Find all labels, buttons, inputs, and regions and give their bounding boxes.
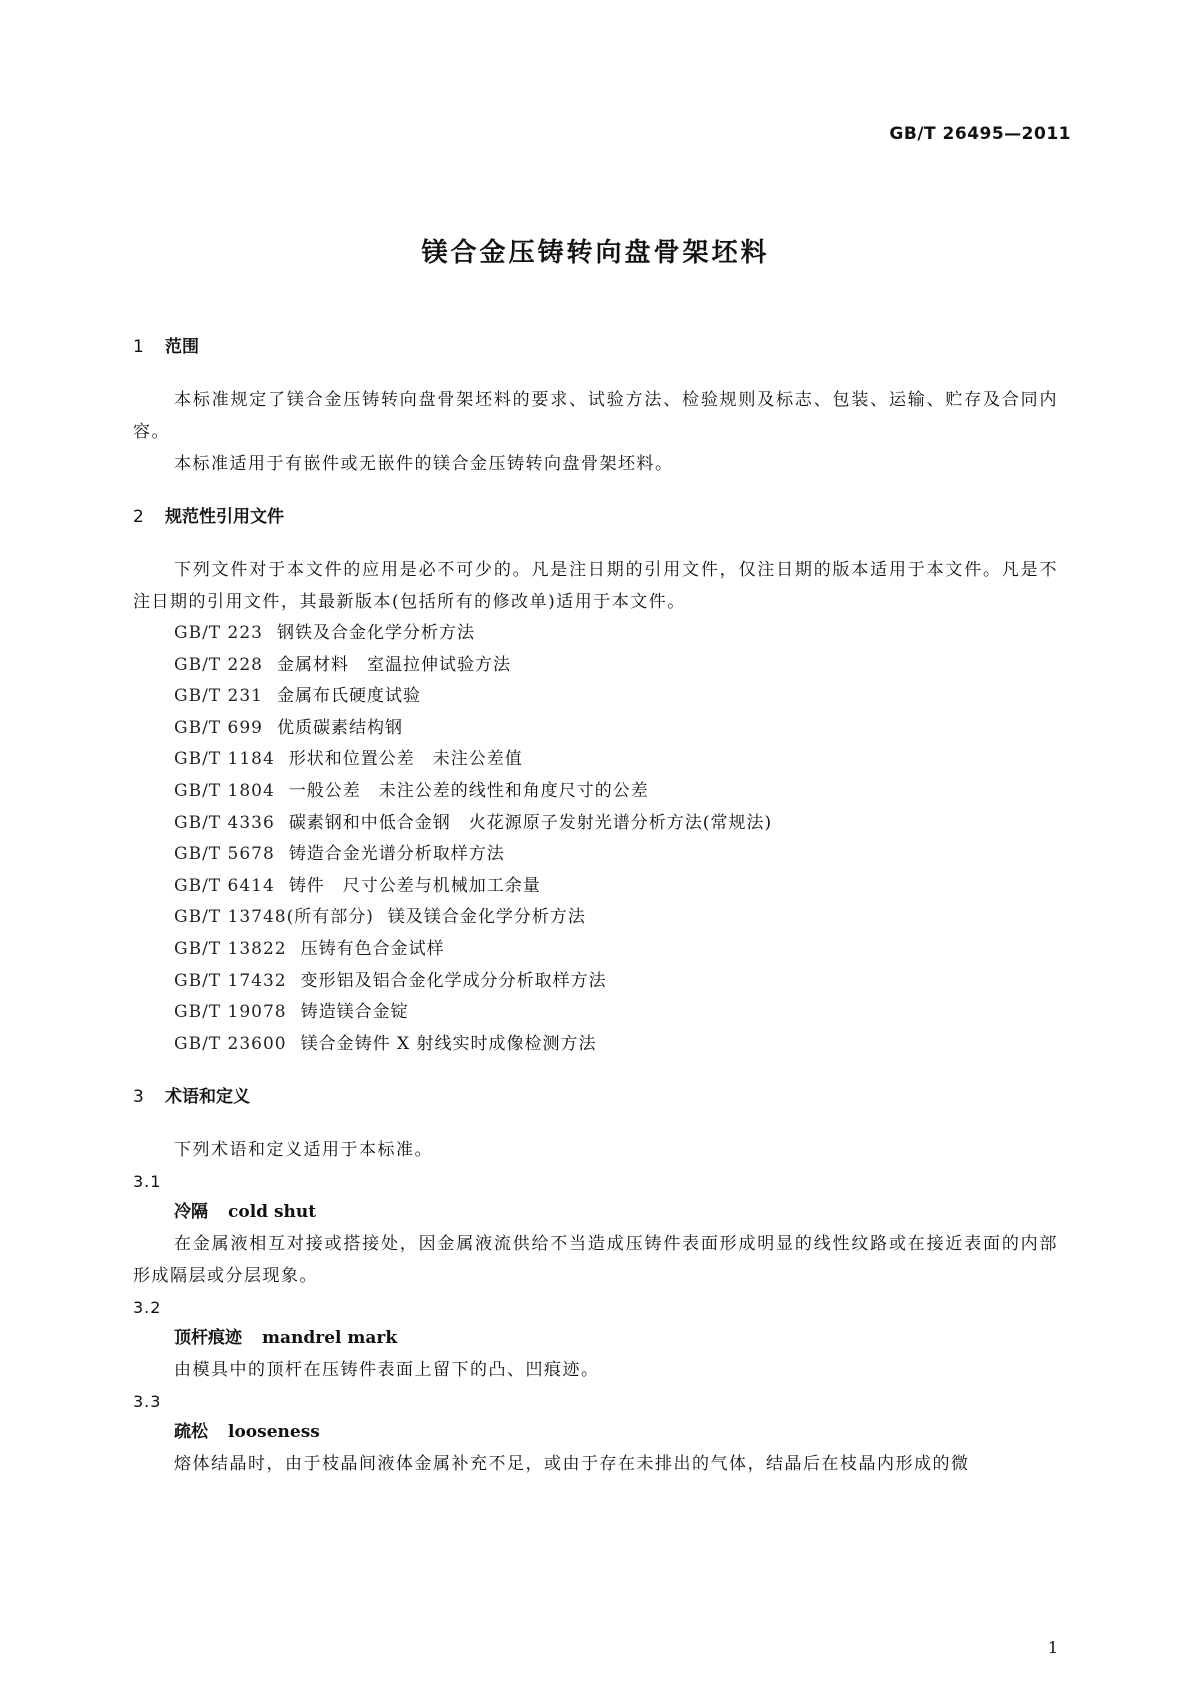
reference-item [133,744,1058,776]
reference-code: GB/T 13822 [174,938,287,959]
term-zh: 冷隔 [174,1202,208,1223]
reference-title: 变形铝及铝合金化学成分分析取样方法 [300,970,607,991]
term-number: 3.3 [133,1392,162,1412]
term-definition: 在金属液相互对接或搭接处，因金属液流供给不当造成压铸件表面形成明显的线性纹路或在接近表面的内部形成隔层或分层现象。 [133,1234,1058,1287]
reference-code: GB/T 5678 [174,844,275,865]
reference-item [133,966,1058,998]
reference-title: 镁合金铸件 X 射线实时成像检测方法 [300,1033,597,1054]
section-number: 3 [133,1087,144,1108]
paragraph: 下列文件对于本文件的应用是必不可少的。凡是注日期的引用文件，仅注日期的版本适用于本文件。凡是不注日期的引用文件，其最新版本(包括所有的修改单)适用于本文件。 [133,560,1058,612]
page-number: 1 [1047,1638,1058,1657]
reference-code: GB/T 223 [174,623,263,643]
reference-title: 一般公差 未注公差的线性和角度尺寸的公差 [288,780,649,801]
reference-title: 优质碳素结构钢 [277,717,403,738]
reference-code: GB/T 231 [174,686,263,707]
term-zh: 顶杆痕迹 [174,1328,242,1349]
reference-item [133,1029,1058,1061]
section-title: 术语和定义 [165,1087,250,1108]
section-number: 1 [133,337,144,357]
term-entry [133,1386,1058,1480]
term-zh: 疏松 [174,1422,208,1443]
reference-code: GB/T 1804 [174,780,275,801]
term-name [133,1417,1058,1448]
section-heading-normative-references [133,502,1058,532]
reference-title: 镁及镁合金化学分析方法 [387,907,586,928]
paragraph: 本标准规定了镁合金压铸转向盘骨架坯料的要求、试验方法、检验规则及标志、包装、运输、贮存及合同内容。 [133,390,1058,442]
term-en: mandrel mark [262,1328,398,1349]
reference-title: 钢铁及合金化学分析方法 [277,623,475,643]
document-body [133,332,1058,1480]
term-en: looseness [228,1422,320,1443]
reference-item [133,681,1058,713]
reference-title: 铸造合金光谱分析取样方法 [288,844,505,865]
section-number: 2 [133,507,144,527]
term-name [133,1197,1058,1228]
reference-code: GB/T 17432 [174,970,287,991]
reference-item [133,650,1058,682]
term-number: 3.2 [133,1298,162,1318]
reference-item [133,997,1058,1029]
reference-code: GB/T 19078 [174,1002,287,1023]
reference-item [133,808,1058,840]
section-title: 范围 [165,337,199,357]
reference-title: 铸件 尺寸公差与机械加工余量 [288,875,541,896]
reference-title: 压铸有色合金试样 [300,938,445,959]
term-definition: 由模具中的顶杆在压铸件表面上留下的凸、凹痕迹。 [174,1360,600,1381]
term-en: cold shut [228,1202,317,1223]
reference-title: 铸造镁合金锭 [300,1002,409,1023]
reference-item [133,871,1058,903]
reference-item [133,713,1058,745]
reference-title: 形状和位置公差 未注公差值 [288,749,523,770]
reference-code: GB/T 4336 [174,812,275,833]
term-name [133,1323,1058,1354]
document-title: 镁合金压铸转向盘骨架坯料 [421,238,770,268]
term-definition: 熔体结晶时，由于枝晶间液体金属补充不足，或由于存在未排出的气体，结晶后在枝晶内形成的微 [174,1454,970,1475]
reference-title: 碳素钢和中低合金钢 火花源原子发射光谱分析方法(常规法) [288,812,773,833]
reference-item [133,839,1058,871]
section-heading-terms-definitions [133,1082,1058,1112]
standard-number: GB/T 26495—2011 [889,124,1071,144]
paragraph: 本标准适用于有嵌件或无嵌件的镁合金压铸转向盘骨架坯料。 [174,454,674,474]
reference-title: 金属材料 室温拉伸试验方法 [277,654,511,675]
reference-item [133,934,1058,966]
reference-code: GB/T 228 [174,654,263,675]
reference-title: 金属布氏硬度试验 [277,686,421,707]
term-entry [133,1166,1058,1292]
reference-code: GB/T 1184 [174,749,275,770]
reference-item [133,902,1058,934]
reference-item [133,618,1058,650]
reference-code: GB/T 6414 [174,875,275,896]
term-number: 3.1 [133,1172,162,1192]
reference-code: GB/T 699 [174,717,263,738]
reference-code: GB/T 23600 [174,1033,287,1054]
section-title: 规范性引用文件 [165,507,284,527]
section-heading-scope [133,332,1058,362]
reference-list [133,618,1058,1060]
term-entry [133,1292,1058,1386]
reference-item [133,776,1058,808]
paragraph: 下列术语和定义适用于本标准。 [174,1140,433,1161]
reference-code: GB/T 13748(所有部分) [174,907,374,928]
